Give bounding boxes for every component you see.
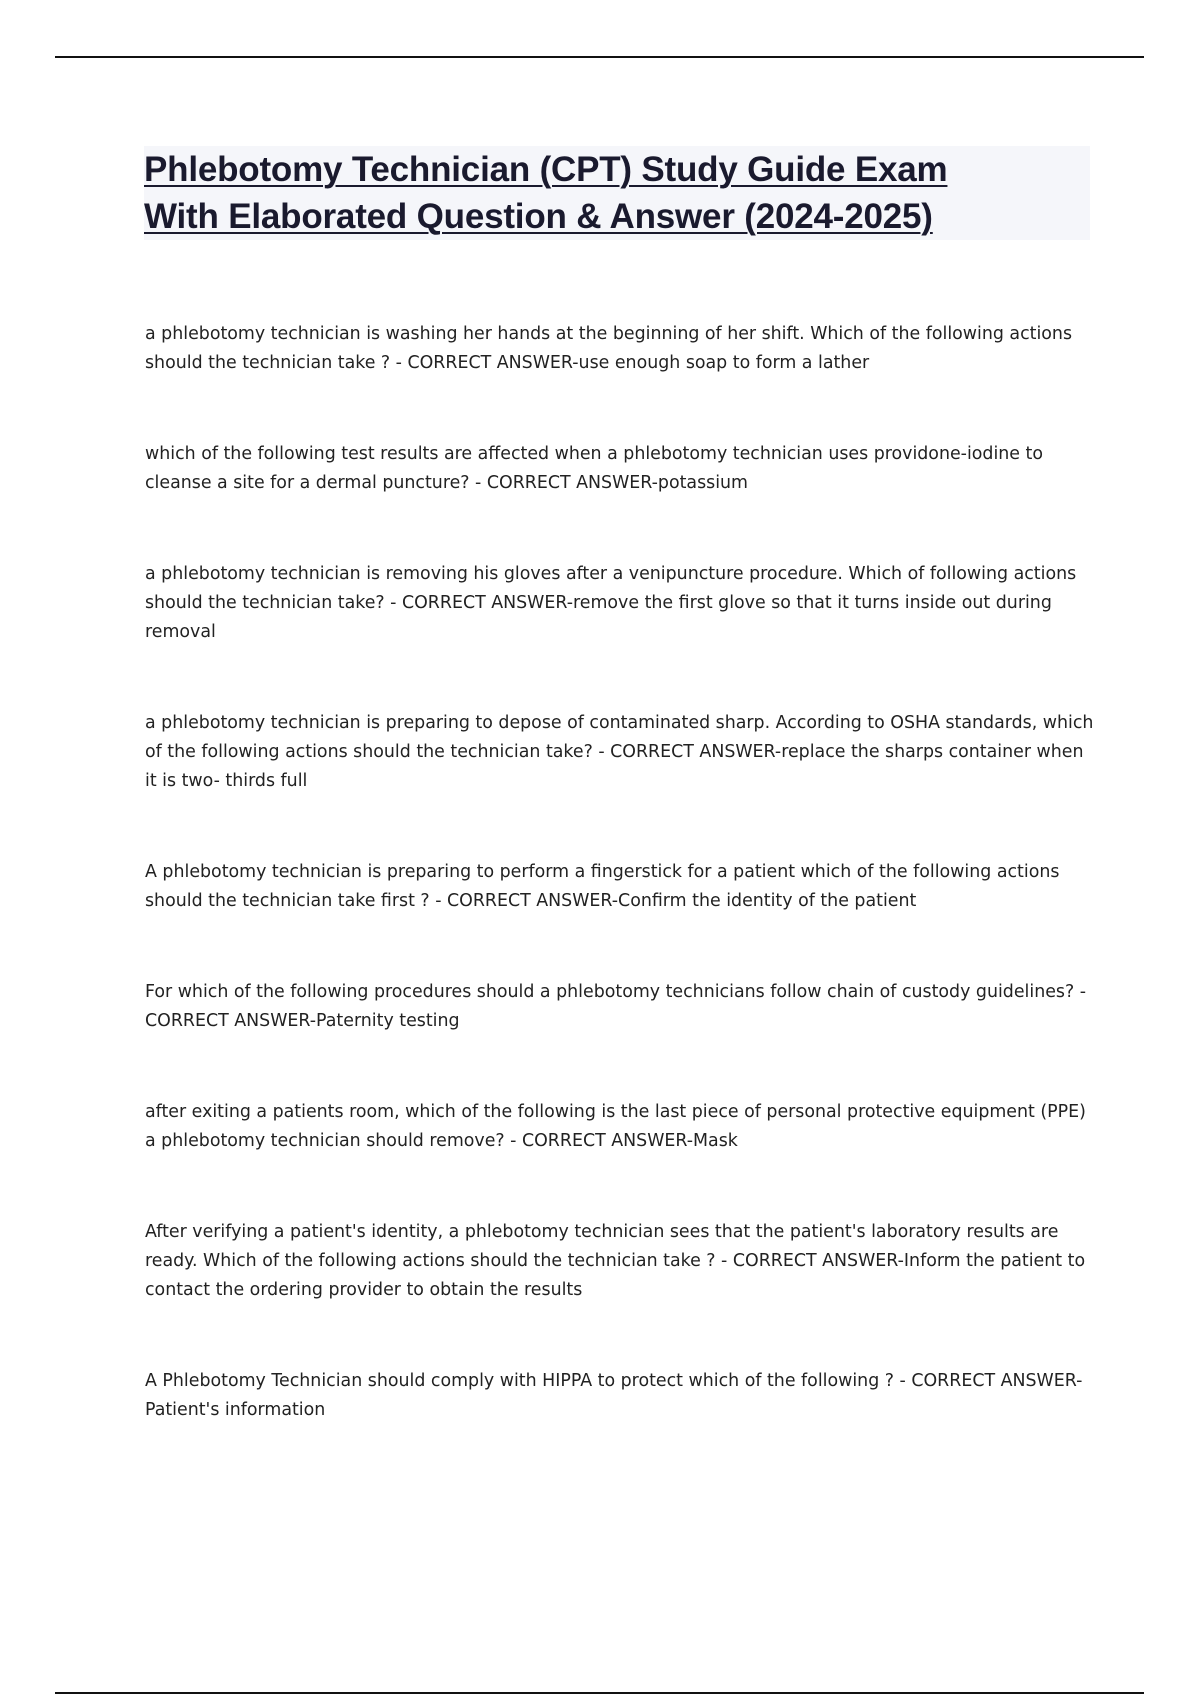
title-line-2: With Elaborated Question & Answer (2024-2025) — [144, 197, 933, 236]
qa-item-7: after exiting a patients room, which of the following is the last piece of personal protective equipment (PPE) a phlebotomy technician should remove? - CORRECT ANSWER-Mask — [145, 1102, 1086, 1151]
qa-item-2: which of the following test results are affected when a phlebotomy technician uses providone-iodine to cleanse a site for a dermal puncture? - CORRECT ANSWER-potassium — [145, 444, 1043, 493]
qa-item-6: For which of the following procedures should a phlebotomy technicians follow chain of custody guidelines? - CORRECT ANSWER-Paternity testing — [145, 982, 1087, 1031]
document-title — [144, 146, 1090, 240]
top-divider — [55, 56, 1144, 58]
qa-item-4: a phlebotomy technician is preparing to depose of contaminated sharp. According to OSHA standards, which of the following actions should the technician take? - CORRECT ANSWER-replace the sharps container when it is two- thirds full — [145, 713, 1094, 791]
bottom-divider — [55, 1692, 1144, 1694]
qa-item-3: a phlebotomy technician is removing his gloves after a venipuncture procedure. Which of following actions should the technician take? - CORRECT ANSWER-remove the first glove so that it turns inside out during removal — [145, 564, 1077, 642]
qa-item-1: a phlebotomy technician is washing her hands at the beginning of her shift. Which of the following actions should the technician take ? - CORRECT ANSWER-use enough soap to form a lather — [145, 324, 1073, 373]
qa-item-5: A phlebotomy technician is preparing to perform a fingerstick for a patient which of the following actions should the technician take first ? - CORRECT ANSWER-Confirm the identity of the patient — [145, 862, 1060, 911]
qa-item-8: After verifying a patient's identity, a phlebotomy technician sees that the patient's laboratory results are ready. Which of the following actions should the technician take ? - CORRECT ANSWER-Inform the patient to contact the ordering provider to obtain the results — [145, 1222, 1086, 1300]
qa-item-9: A Phlebotomy Technician should comply with HIPPA to protect which of the following ? - CORRECT ANSWER-Patient's information — [145, 1371, 1083, 1420]
title-line-1: Phlebotomy Technician (CPT) Study Guide Exam — [144, 150, 948, 189]
